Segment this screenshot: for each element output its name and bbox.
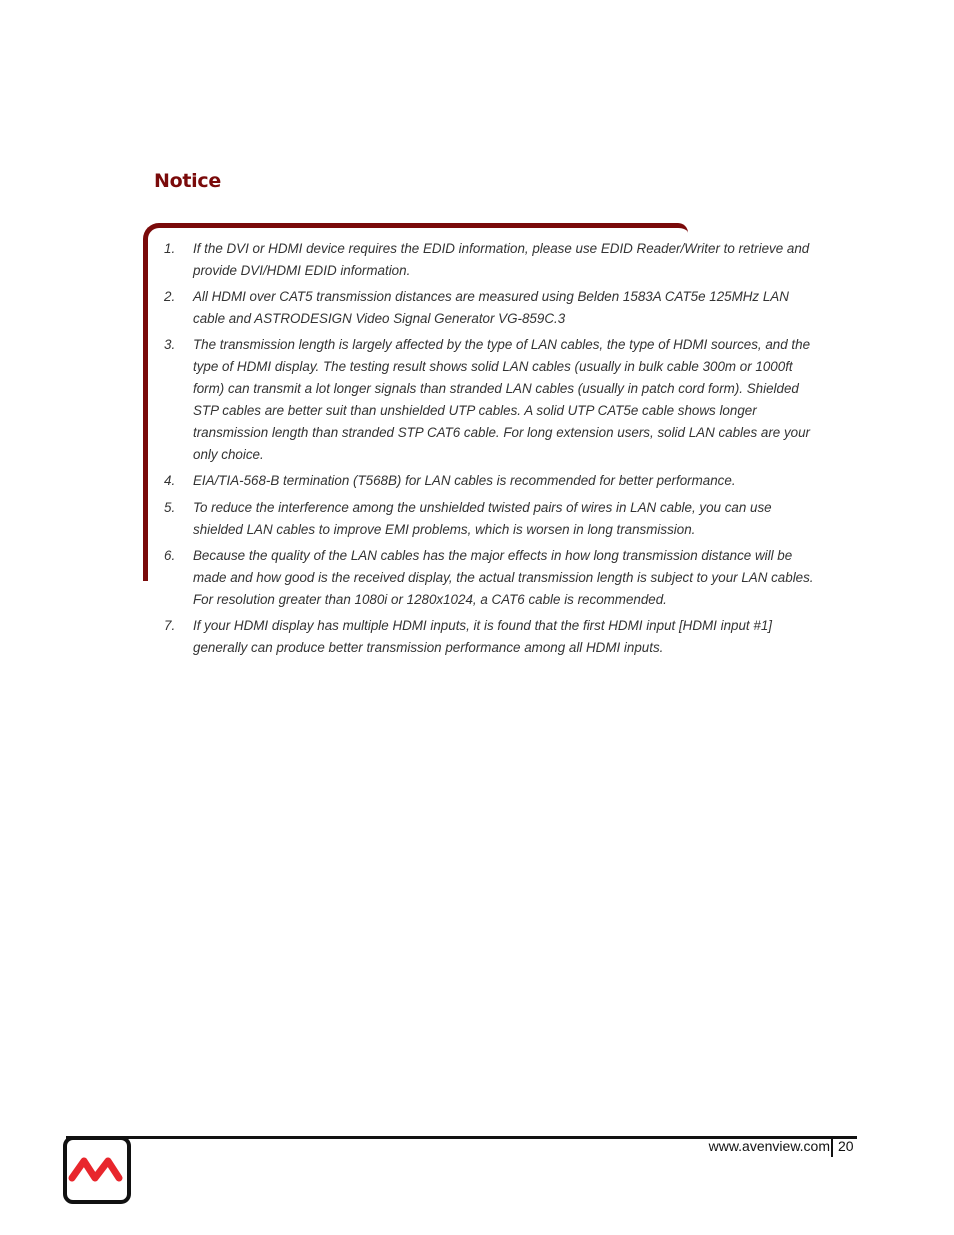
item-number: 4. — [164, 473, 176, 488]
list-item — [164, 615, 814, 659]
item-number: 7. — [164, 618, 176, 633]
item-text: If the DVI or HDMI device requires the EDID information, please use EDID Reader/Writer to retrieve and provide DVI/HDMI EDID information. — [193, 241, 810, 278]
item-text: EIA/TIA-568-B termination (T568B) for LAN cables is recommended for better performance. — [193, 473, 736, 488]
item-number: 2. — [164, 289, 176, 304]
item-text: The transmission length is largely affected by the type of LAN cables, the type of HDMI sources, and the type of HDMI display. The testing result shows solid LAN cables (usually in bulk cable 300m or 1000ft form) can transmit a lot longer signals than stranded LAN cables (usually in patch cord form). Shielded STP cables are better suit than unshielded UTP cables. A solid UTP CAT5e cable shows longer transmission length than stranded STP CAT6 cable. For long extension users, solid LAN cables are your only choice. — [193, 337, 811, 462]
item-text: Because the quality of the LAN cables has the major effects in how long transmission distance will be made and how good is the received display, the actual transmission length is subject to your LAN cables. For resolution greater than 1080i or 1280x1024, a CAT6 cable is recommended. — [193, 548, 814, 607]
footer-url: www.avenview.com — [708, 1138, 830, 1154]
footer-divider — [831, 1139, 833, 1157]
list-item — [164, 286, 814, 330]
list-item — [164, 334, 814, 466]
avenview-logo-icon — [62, 1135, 132, 1205]
page-title: Notice — [154, 170, 221, 192]
page-number: 20 — [838, 1138, 854, 1154]
item-number: 3. — [164, 337, 176, 352]
item-text: All HDMI over CAT5 transmission distances are measured using Belden 1583A CAT5e 125MHz LAN cable and ASTRODESIGN Video Signal Generator VG-859C.3 — [193, 289, 789, 326]
list-item — [164, 545, 814, 611]
item-number: 1. — [164, 241, 176, 256]
item-number: 5. — [164, 500, 176, 515]
item-text: To reduce the interference among the unshielded twisted pairs of wires in LAN cable, you can use shielded LAN cables to improve EMI problems, which is worsen in long transmission. — [193, 500, 772, 537]
list-item — [164, 238, 814, 282]
notice-list — [164, 238, 814, 659]
item-number: 6. — [164, 548, 176, 563]
item-text: If your HDMI display has multiple HDMI inputs, it is found that the first HDMI input [HDMI input #1] generally can produce better transmission performance among all HDMI inputs. — [193, 618, 772, 655]
list-item — [164, 470, 814, 492]
list-item — [164, 497, 814, 541]
